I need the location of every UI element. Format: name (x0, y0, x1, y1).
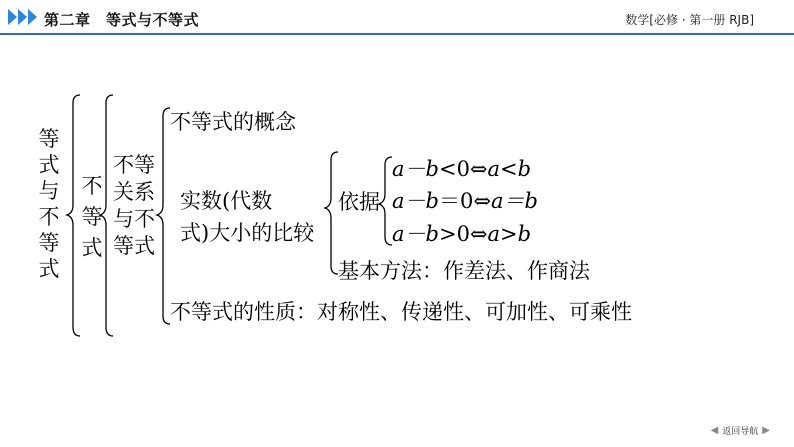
level2-line: 与不 (113, 207, 155, 231)
level2-line: 不等 (113, 153, 155, 177)
method-text: 基本方法：作差法、作商法 (338, 259, 590, 283)
root-char: 与 (38, 179, 60, 203)
compare-line: 实数(代数 (180, 189, 273, 213)
level2-line: 关系 (113, 180, 155, 204)
concept-text: 不等式的概念 (170, 110, 296, 134)
rule-row (392, 189, 538, 213)
chapter-title: 第二章 等式与不等式 (44, 11, 200, 29)
level2-line: 等式 (113, 234, 155, 258)
properties-text: 不等式的性质：对称性、传递性、可加性、可乘性 (170, 300, 632, 324)
book-label: 数学[必修 · 第一册 RJB] (625, 13, 754, 27)
next-arrow-icon[interactable]: ▶ (762, 425, 770, 436)
rule-lhs: a－b (392, 157, 439, 181)
rule-row (392, 222, 531, 246)
rule-row (392, 157, 531, 181)
rule-op: <0⇔ (438, 157, 488, 181)
root-char: 式 (38, 257, 60, 281)
root-char: 式 (38, 153, 60, 177)
rule-lhs: a－b (392, 222, 439, 246)
prev-arrow-icon[interactable]: ◀ (710, 425, 719, 436)
rule-op: ＝0⇔ (438, 189, 491, 213)
back-nav-link[interactable]: 返回导航 (722, 427, 759, 437)
compare-line: 式)大小的比较 (180, 221, 315, 245)
rule-rhs: a<b (487, 157, 532, 181)
level1-char: 等 (81, 205, 103, 229)
rule-lhs: a－b (392, 189, 439, 213)
rule-rhs: a＝b (490, 189, 538, 213)
root-char: 等 (38, 231, 60, 255)
root-char: 不 (38, 205, 60, 229)
level1-char: 不 (81, 174, 103, 198)
rule-rhs: a>b (487, 222, 532, 246)
level1-char: 式 (81, 236, 103, 260)
footer-nav (711, 424, 770, 437)
rule-op: >0⇔ (438, 222, 488, 246)
root-char: 等 (38, 127, 60, 151)
basis-label: 依据 (338, 190, 380, 214)
